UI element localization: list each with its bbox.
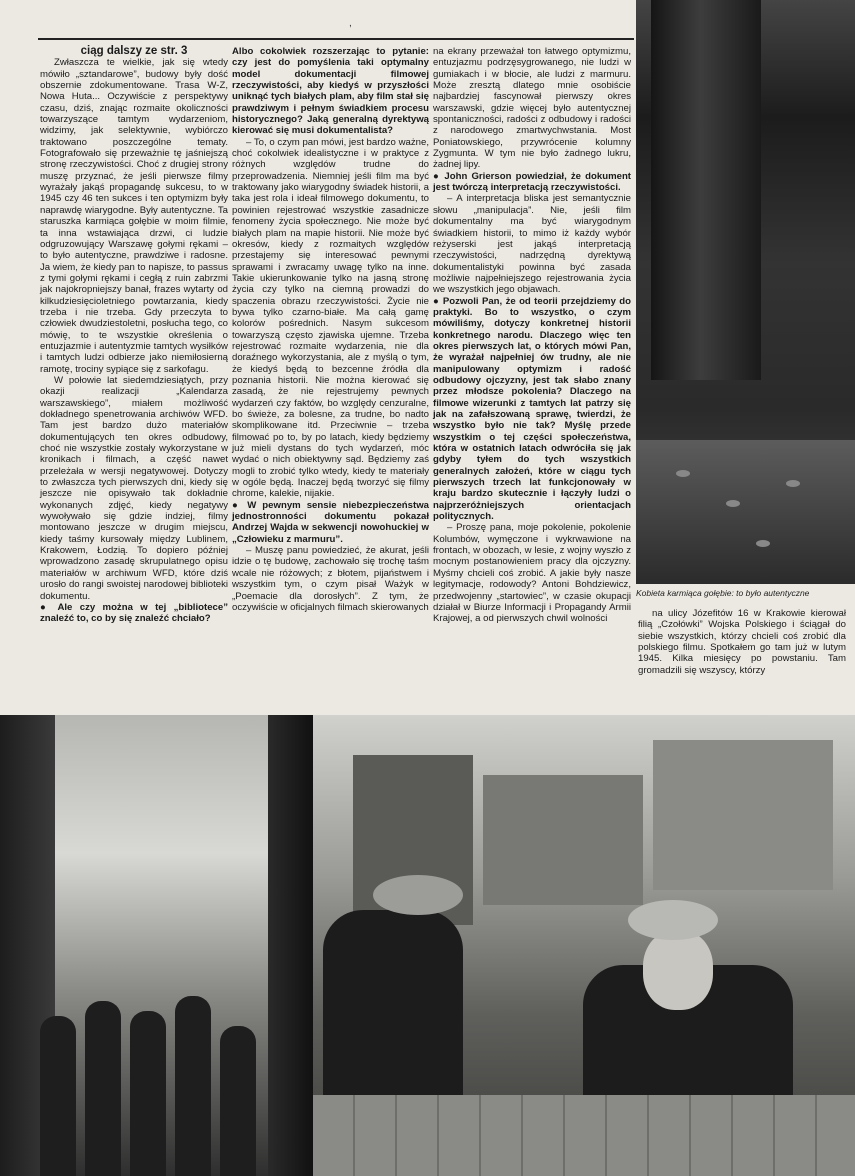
photo-ruin bbox=[483, 775, 643, 905]
photo-soldiers-marching bbox=[0, 715, 313, 1176]
paragraph: W połowie lat siedemdziesiątych, przy okazji realizacji „Kalendarza warszawskiego”, miałem możliwość dokładnego spenetrowania archiwów WFD. Tam jest bardzo dużo materiałów dokumentujących ten okres odbudowy, choć nie wszystkie zostały wykorzystane w kronikach i filmach, a część nawet przeleżała w wersji negatywowej. Dotyczy to zwłaszcza tych pierwszych dni, kiedy się jeszcze nie opisywało tak dokładnie wykonanych zdjęć, kiedy negatywy wywoływało się gdzie indziej, filmy montowano jeszcze w drugim miejscu, kiedy taśmy kursowały między Lublinem, Krakowem, Łodzią. To dopiero później wprowadzono zasadę skrupulatnego opisu materiałów w archiwum WFD, które dziś urosło do rangi swoistej narodowej biblioteki dokumentu. bbox=[40, 374, 228, 602]
photo-face bbox=[643, 930, 713, 1010]
photo-pigeon bbox=[786, 480, 800, 487]
photo-figure bbox=[220, 1026, 256, 1176]
photo-pigeon bbox=[726, 500, 740, 507]
photo-bricks bbox=[313, 1095, 855, 1176]
interviewer-question: ● Pozwoli Pan, że od teorii przejdziemy do praktyki. Bo to wszystko, o czym mówiliśmy, dotyczy konkretnej historii konkretnego narodu. Dlaczego więc ten okres pierwszych lat, o których mówi Pan, że wyrażał najpełniej ów trudny, ale nie manipulowany optymizm i radość odbudowy ojczyzny, jest tak słabo znany przez młodsze pokolenia? Dlaczego na filmowe wizerunki z tamtych lat patrzy się jak na zafałszowaną sprawę, twierdzi, że wszystko było nie tak? Myślę przede wszystkim o tej części społeczeństwa, która w ostatnich latach odwróciła się jak gdyby tyłem do tych wszystkich generalnych założeń, które w ciągu tych pierwszych trzech lat funkcjonowały w kraju bardzo skutecznie i łączyły ludzi o najprzeróżniejszych orientacjach politycznych. bbox=[433, 295, 631, 523]
photo-pigeon bbox=[676, 470, 690, 477]
interviewer-question: ● John Grierson powiedział, że dokument jest twórczą interpretacją rzeczywistości. bbox=[433, 170, 631, 194]
paragraph: na ulicy Józefitów 16 w Krakowie kierował filią „Czołówki” Wojska Polskiego i ściągał do siebie wszystkich, którzy chcieli coś zrobić dla polskiego filmu. Spotkałem go tam już w lutym 1945. Kilka miesięcy po powstaniu. Tam gromadzili się wszyscy, którzy bbox=[638, 608, 846, 676]
paragraph: Zwłaszcza te wielkie, jak się wtedy mówiło „sztandarowe”, budowy były dość obszernie zdokumentowane. Trasa W-Z, Nowa Huta... Oczywiście z perspektywy czasu, dziś, znając rozmaite okoliczności towarzyszące tamtym wydarzeniom, widzimy, jak selektywnie, wybiórczo traktowano poszczególne tematy. Fotografowało się przeważnie tę jaśniejszą stronę rzeczywistości. Choć z drugiej strony muszę przyznać, że jeśli pierwsze filmy wyrażały jakąś propagandę sukcesu, to w 1945 czy 46 ten sukces i ten optymizm były naprawdę wiarygodne. Były autentyczne. Ta staruszka karmiąca gołębie w moim filmie, ta inna wstawiająca drzwi, ci ludzie odgruzowujący Warszawę gołymi rękami – to było autentyczne, prawdziwe i radosne. Ja wiem, że kiedy pan to napisze, to passus z tymi gołymi rękami i cegłą z ruin zabrzmi jak najokropniejszy banał, frazes wytarty od kilkudziesięcioletniego powtarzania, kiedy trzeba i nie trzeba. Gdy przeczyta to człowiek dwudziestoletni, posłucha tego, co mówię, to te wszystkie określenia o entuzjazmie i autentyzmie tamtych wysiłków i tamtych ludzi odbierze jako niemiłosierną ramotę, trociny sypiące się z sarkofagu. bbox=[40, 57, 228, 375]
interviewer-question: Albo cokolwiek rozszerzając to pytanie: czy jest do pomyślenia taki optymalny model dokumentacji filmowej rzeczywistości, aby kiedyś w przyszłości uniknąć tych białych plam, aby film stał się prawdziwym i pełnym świadkiem procesu historycznego? Jaką generalną dyrektywą kierować się musi dokumentalista? bbox=[232, 46, 429, 137]
paragraph: – To, o czym pan mówi, jest bardzo ważne, choć cokolwiek idealistyczne i w praktyce z różnych względów trudne do przeprowadzenia. Niemniej jeśli film ma być traktowany jako wiarygodny świadek historii, a taka jest rola i ideał filmowego dokumentu, to powinien rejestrować wszystkie zasadnicze fenomeny życia społecznego. Nie może być białych plam na mapie historii. Nie może być okresów, kiedy z rozmaitych względów przestajemy się interesować pewnymi sprawami i zwracamy uwagę tylko na inne. Takie ukierunkowanie tylko na jasną stronę życia czy tylko na ciemną prowadzi do spaczenia obrazu rzeczywistości. Życie nie bywa tylko czarno-białe. Ma całą gamę kolorów pośrednich. Nasym sukcesom towarzyszą często zjawiska ujemne. Trzeba rejestrować rozmaite wydarzenia, nie dla doraźnego wykorzystania, ale z myślą o tym, że kiedyś będą to bezcenne źródła dla poznania historii. Nie można kierować się zasadą, że nie rejestrujemy pewnych wydarzeń czy faktów, bo względy cenzuralne, bo świeże, za bolesne, za trudne, bo nadto skomplikowane itd. Przeciwnie – trzeba filmować po to, by po latach, kiedy będziemy już mieli dystans do tych wydarzeń, móc wydać o nich obiektywny sąd. Będziemy zaś mogli to zrobić tylko wtedy, kiedy te materiały w ogóle będą. Inaczej będą tworzyć się filmy chrome, kalekie, nijakie. bbox=[232, 136, 429, 500]
photo-ruin bbox=[653, 740, 833, 890]
photo-figure bbox=[175, 996, 211, 1176]
photo-workers-rebuilding bbox=[313, 715, 855, 1176]
paragraph: – Muszę panu powiedzieć, że akurat, jeśli idzie o tę budowę, zachowało się trochę taśm wcale nie różowych; z błotem, pijaństwem i wszystkim tym, o czym pisał Ważyk w „Poemacie dla dorosłych”. Z tym, że oczywiście w oficjalnych filmach skierowanych bbox=[232, 545, 429, 613]
photo-woman-feeding-pigeons bbox=[636, 0, 855, 584]
photo-building-shape bbox=[651, 0, 761, 380]
photo-pigeon bbox=[756, 540, 770, 547]
photo-figure bbox=[85, 1001, 121, 1176]
continuation-note: ciąg dalszy ze str. 3 bbox=[80, 45, 188, 57]
article-column-1 bbox=[40, 46, 228, 710]
photo-ground bbox=[636, 440, 855, 584]
photo-cap bbox=[628, 900, 718, 940]
photo-figure bbox=[40, 1016, 76, 1176]
photo-cap bbox=[373, 875, 463, 915]
article-column-3 bbox=[433, 46, 631, 625]
article-column-4 bbox=[638, 608, 846, 712]
interviewer-question: ● W pewnym sensie niebezpieczeństwa jednostronności dokumentu pokazał Andrzej Wajda w sekwencji nowohuckiej w „Człowieku z marmuru”. bbox=[232, 499, 429, 545]
top-rule bbox=[38, 38, 634, 40]
page-mark: , bbox=[349, 18, 352, 29]
photo-caption: Kobieta karmiąca gołębie: to było autentyczne bbox=[636, 588, 810, 598]
paragraph: – Proszę pana, moje pokolenie, pokolenie Kolumbów, wymęczone i wykrwawione na frontach, w obozach, w lesie, z wojny wyszło z mocnym postanowieniem pracy dla ojczyzny. Myśmy chcieli coś zrobić. A jakie były nasze legitymacje, rodowody? Antoni Bohdziewicz, przedwojenny „startowiec”, w czasie okupacji działał w Biurze Informacji i Propagandy Armii Krajowej, a od pierwszych chwil wolności bbox=[433, 522, 631, 625]
photo-figure bbox=[130, 1011, 166, 1176]
article-column-2 bbox=[232, 46, 429, 710]
photo-pillar bbox=[268, 715, 313, 1176]
paragraph: – A interpretacja bliska jest semantycznie słowu „manipulacja”. Nie, jeśli film dokumentalny ma być wiarygodnym świadkiem historii, to mimo iż każdy wybór reżyserski jest jakąś interpretacją rzeczywistości, nadrzędną dyrektywą dokumentalistyki powinna być zasada możliwie najpełniejszego rejestrowania życia we wszystkich jego objawach. bbox=[433, 193, 631, 296]
interviewer-question: ● Ale czy można w tej „bibliotece” znaleźć to, co by się znaleźć chciało? bbox=[40, 601, 228, 625]
paragraph: na ekrany przeważał ton łatwego optymizmu, entuzjazmu podrzęsygrowanego, nie ludzi w gumiakach i w błocie, ale ludzi z marmuru. Może zresztą dlatego mnie osobiście najbardziej fascynował pierwszy okres warszawski, gdzie więcej było autentycznej spontaniczności, radości z odbudowy i radości z narodowego zmartwychwstania. Most Poniatowskiego, przywrócenie kolumny Zygmunta. W tym nie było żadnego lukru, żadnej lipy. bbox=[433, 46, 631, 171]
